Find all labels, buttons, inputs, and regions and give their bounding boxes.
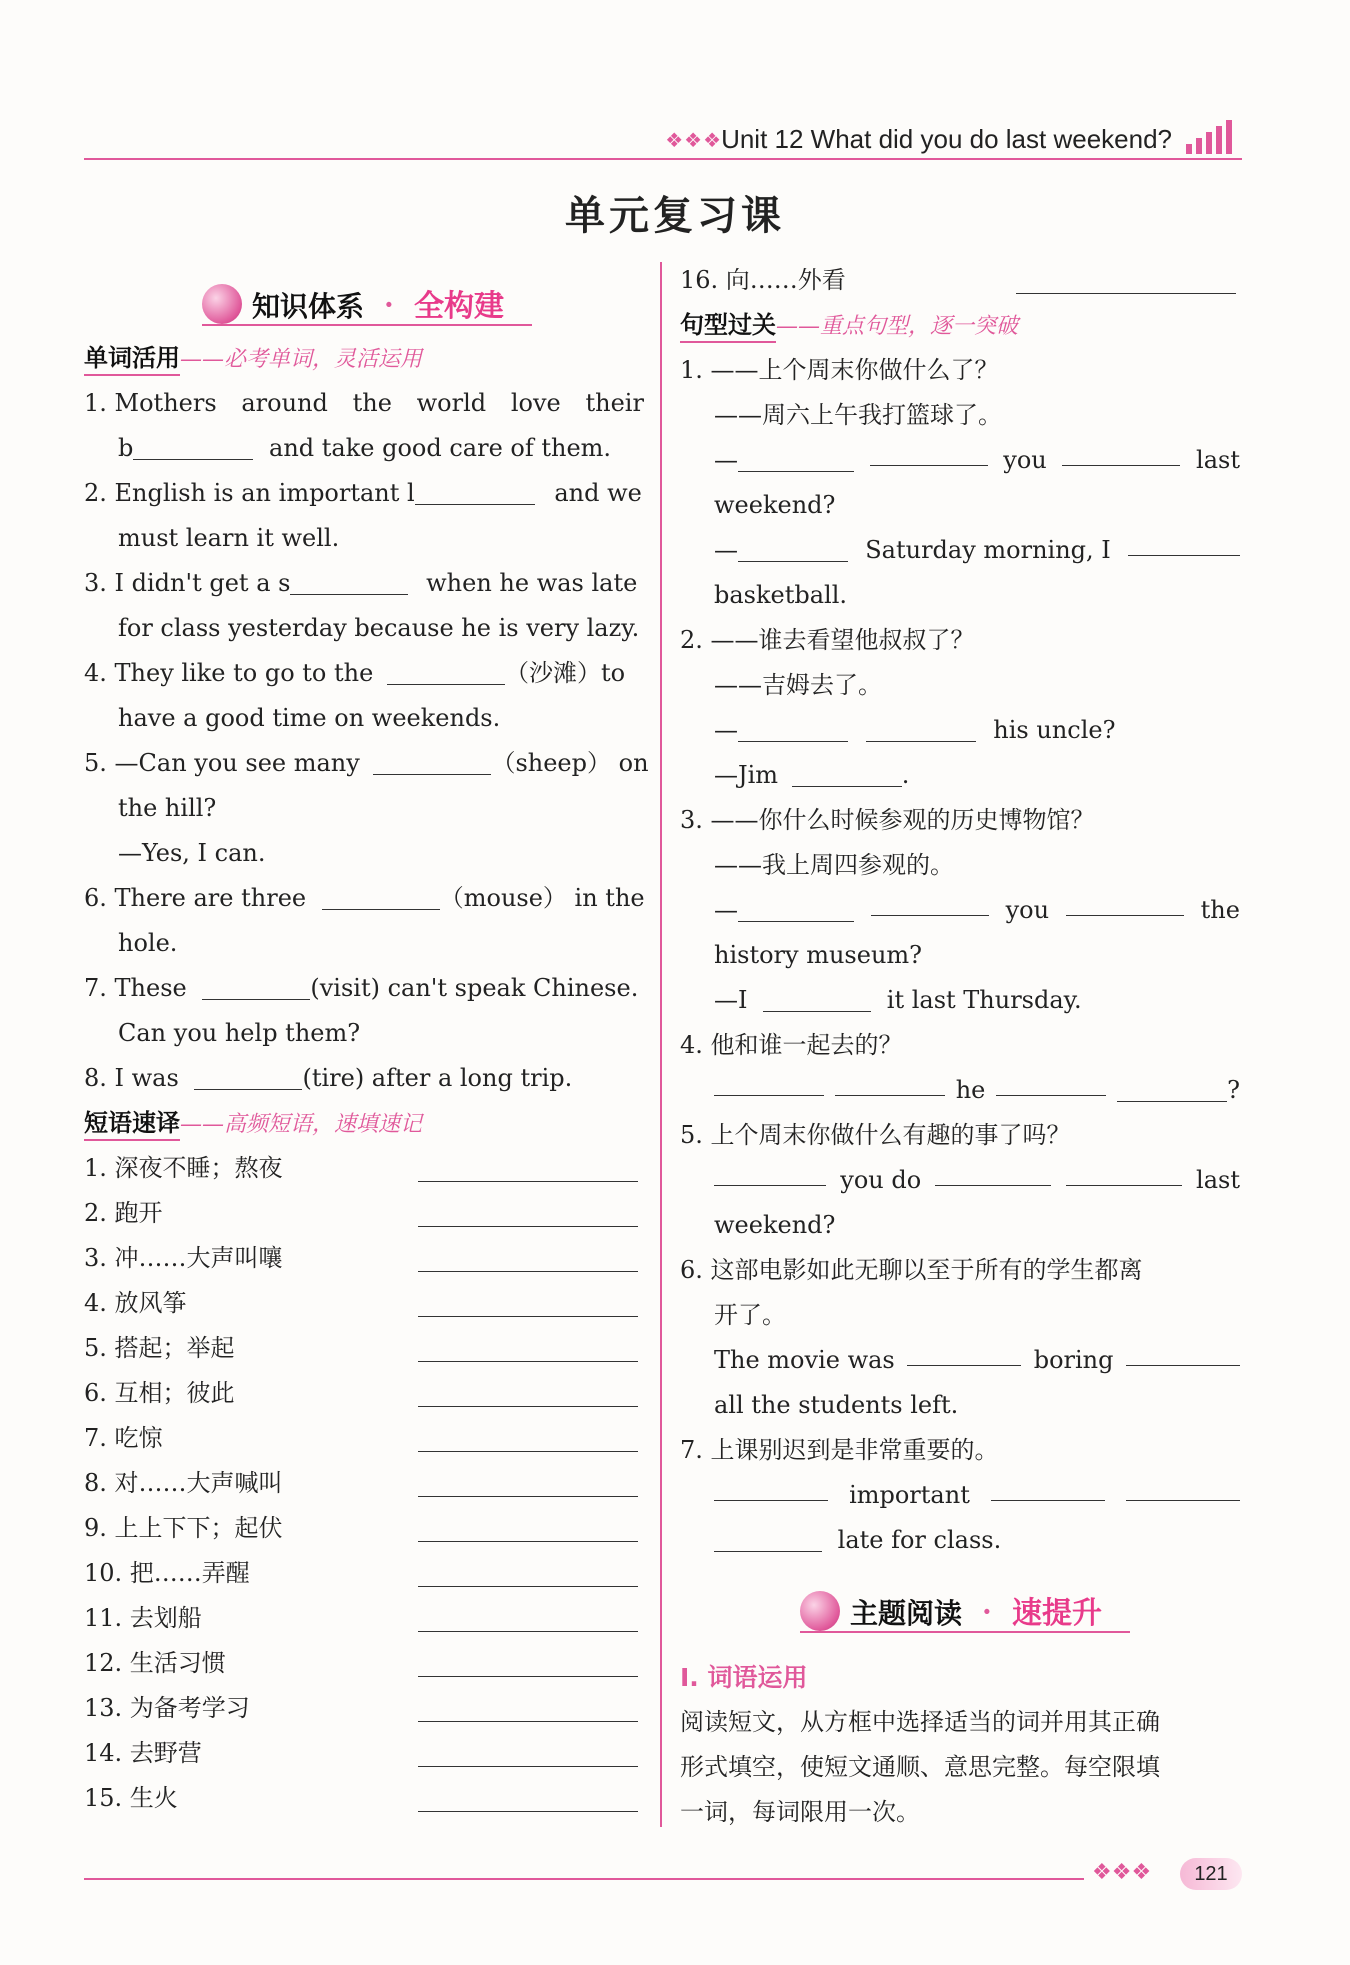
answer-blank[interactable]: [418, 1631, 638, 1632]
signal-bars-icon: [1186, 120, 1242, 154]
page-number: 121: [1180, 1858, 1242, 1890]
answer-blank[interactable]: [1126, 1338, 1240, 1366]
footer-line: [84, 1878, 1084, 1880]
column-divider: [660, 262, 662, 1827]
question-3-line-2: for class yesterday because he is very lazy.: [118, 614, 640, 642]
diamond-decoration-icon: ❖❖❖: [1092, 1860, 1152, 1885]
sentence-6-cn-2: 开了。: [714, 1301, 786, 1329]
answer-blank[interactable]: [1117, 1074, 1227, 1102]
sentence-3-en-1: — you the: [680, 888, 1240, 933]
sentence-3-cn-2: ——我上周四参观的。: [714, 851, 954, 879]
sentence-3-cn-1: 3. ——你什么时候参观的历史博物馆？: [680, 806, 1095, 834]
answer-blank[interactable]: [1066, 888, 1184, 916]
answer-blank[interactable]: [194, 1062, 302, 1090]
question-6-line-1: 6. There are three （mouse） in the: [84, 884, 645, 912]
sentence-1-cn-1: 1. ——上个周末你做什么了？: [680, 356, 999, 384]
sentence-2-cn-2: ——吉姆去了。: [714, 671, 882, 699]
sentence-3-en-2: history museum?: [714, 941, 923, 969]
sentence-6-en-1: The movie was boring: [680, 1338, 1240, 1383]
phrase-item: 12. 生活习惯: [84, 1641, 644, 1686]
sentence-2-en-2: —Jim .: [714, 761, 910, 789]
phrase-item: 15. 生火: [84, 1776, 644, 1821]
answer-blank[interactable]: [1128, 528, 1240, 556]
sentence-1-en-4: basketball.: [714, 581, 848, 609]
reading-section-heading: Ⅰ. 词语运用: [680, 1663, 808, 1692]
answer-blank[interactable]: [996, 1068, 1106, 1096]
answer-blank[interactable]: [387, 657, 505, 685]
phrase-item: 5. 搭起；举起: [84, 1326, 644, 1371]
reading-instruction-3: 一词，每词限用一次。: [680, 1798, 920, 1826]
answer-blank[interactable]: [418, 1676, 638, 1677]
question-2-line-1: 2. English is an important l and we: [84, 479, 642, 507]
answer-blank[interactable]: [418, 1586, 638, 1587]
answer-blank[interactable]: [418, 1451, 638, 1452]
phrase-item: 11. 去划船: [84, 1596, 644, 1641]
sentence-4-cn: 4. 他和谁一起去的？: [680, 1031, 903, 1059]
question-5-line-3: —Yes, I can.: [118, 839, 266, 867]
reading-instruction-2: 形式填空，使短文通顺、意思完整。每空限填: [680, 1753, 1160, 1781]
sentence-6-cn-1: 6. 这部电影如此无聊以至于所有的学生都离: [680, 1256, 1143, 1284]
left-column: [84, 274, 649, 1821]
answer-blank[interactable]: [738, 714, 848, 742]
diamond-decoration-icon: ❖❖❖: [665, 128, 722, 152]
answer-blank[interactable]: [418, 1181, 638, 1182]
section-title-vocab: 单词活用——必考单词，灵活运用: [84, 336, 644, 381]
section-banner-reading: 主题阅读 · 速提升: [680, 1581, 1240, 1643]
answer-blank[interactable]: [418, 1271, 638, 1272]
answer-blank[interactable]: [871, 888, 989, 916]
answer-blank[interactable]: [418, 1496, 638, 1497]
answer-blank[interactable]: [418, 1721, 638, 1722]
answer-blank[interactable]: [714, 1473, 828, 1501]
sentence-3-en-3: —I it last Thursday.: [714, 986, 1082, 1014]
sentence-4-en: he ?: [680, 1068, 1240, 1113]
answer-blank[interactable]: [738, 444, 854, 472]
answer-blank[interactable]: [1062, 438, 1180, 466]
answer-blank[interactable]: [418, 1541, 638, 1542]
question-5-line-2: the hill?: [118, 794, 217, 822]
question-4-line-1: 4. They like to go to the （沙滩）to: [84, 659, 626, 687]
answer-blank[interactable]: [935, 1158, 1051, 1186]
answer-blank[interactable]: [418, 1766, 638, 1767]
answer-blank[interactable]: [714, 1068, 824, 1096]
pink-ball-icon: [800, 1591, 840, 1631]
reading-instruction-1: 阅读短文，从方框中选择适当的词并用其正确: [680, 1708, 1160, 1736]
banner-underline: [202, 324, 532, 326]
page-header: [84, 118, 1242, 160]
answer-blank[interactable]: [870, 438, 988, 466]
pink-ball-icon: [202, 284, 242, 324]
answer-blank[interactable]: [714, 1158, 826, 1186]
answer-blank[interactable]: [1066, 1158, 1182, 1186]
sentence-7-en-1: important: [680, 1473, 1240, 1518]
right-column: [680, 258, 1240, 1835]
phrase-item: 9. 上上下下；起伏: [84, 1506, 644, 1551]
answer-blank[interactable]: [1016, 293, 1236, 294]
answer-blank[interactable]: [290, 567, 408, 595]
answer-blank[interactable]: [418, 1361, 638, 1362]
sentence-2-cn-1: 2. ——谁去看望他叔叔了？: [680, 626, 975, 654]
answer-blank[interactable]: [418, 1316, 638, 1317]
question-5-line-1: 5. —Can you see many （sheep） on: [84, 749, 649, 777]
unit-title: Unit 12 What did you do last weekend?: [721, 124, 1172, 154]
answer-blank[interactable]: [866, 714, 976, 742]
sentence-5-en-1: you do last: [680, 1158, 1240, 1203]
phrase-item: 6. 互相；彼此: [84, 1371, 644, 1416]
sentence-6-en-2: all the students left.: [714, 1391, 959, 1419]
question-7-line-2: Can you help them?: [118, 1019, 361, 1047]
question-4-line-2: have a good time on weekends.: [118, 704, 501, 732]
phrase-item: 1. 深夜不睡；熬夜: [84, 1146, 644, 1191]
answer-blank[interactable]: [1126, 1473, 1240, 1501]
page-title: 单元复习课: [565, 192, 785, 239]
phrase-item: 13. 为备考学习: [84, 1686, 644, 1731]
phrase-item: 2. 跑开: [84, 1191, 644, 1236]
sentence-7-en-2: late for class.: [680, 1518, 1240, 1563]
answer-blank[interactable]: [763, 984, 871, 1012]
sentence-5-cn: 5. 上个周末你做什么有趣的事了吗？: [680, 1121, 1071, 1149]
answer-blank[interactable]: [792, 759, 902, 787]
sentence-5-en-2: weekend?: [714, 1211, 836, 1239]
answer-blank[interactable]: [738, 894, 854, 922]
question-1-line-2: b and take good care of them.: [118, 434, 612, 462]
question-8-line-1: 8. I was (tire) after a long trip.: [84, 1064, 573, 1092]
answer-blank[interactable]: [835, 1068, 945, 1096]
answer-blank[interactable]: [322, 882, 440, 910]
sentence-1-cn-2: ——周六上午我打篮球了。: [714, 401, 1002, 429]
phrase-item: 7. 吃惊: [84, 1416, 644, 1461]
banner-underline: [800, 1631, 1130, 1633]
sentence-7-cn: 7. 上课别迟到是非常重要的。: [680, 1436, 999, 1464]
question-3-line-1: 3. I didn't get a s when he was late: [84, 569, 638, 597]
answer-blank[interactable]: [373, 747, 491, 775]
phrase-item: 4. 放风筝: [84, 1281, 644, 1326]
section-title-sentences: 句型过关——重点句型，逐一突破: [680, 303, 1240, 348]
answer-blank[interactable]: [202, 972, 310, 1000]
answer-blank[interactable]: [133, 432, 253, 460]
sentence-1-en-2: weekend?: [714, 491, 836, 519]
question-7-line-1: 7. These (visit) can't speak Chinese.: [84, 974, 639, 1002]
answer-blank[interactable]: [907, 1338, 1021, 1366]
phrase-item: 16. 向……外看: [680, 258, 1240, 303]
question-1-line-1: 1. Mothers around the world love their: [84, 389, 644, 417]
answer-blank[interactable]: [738, 534, 848, 562]
phrase-item: 8. 对……大声喊叫: [84, 1461, 644, 1506]
answer-blank[interactable]: [418, 1226, 638, 1227]
phrase-item: 3. 冲……大声叫嚷: [84, 1236, 644, 1281]
phrase-item: 14. 去野营: [84, 1731, 644, 1776]
answer-blank[interactable]: [418, 1406, 638, 1407]
sentence-1-en-3: — Saturday morning, I: [680, 528, 1240, 573]
page-footer: [84, 1860, 1242, 1896]
answer-blank[interactable]: [418, 1811, 638, 1812]
section-title-phrases: 短语速译——高频短语，速填速记: [84, 1101, 644, 1146]
answer-blank[interactable]: [714, 1524, 822, 1552]
answer-blank[interactable]: [415, 477, 535, 505]
phrase-item: 10. 把……弄醒: [84, 1551, 644, 1596]
section-banner-knowledge: 知识体系 · 全构建: [84, 274, 644, 336]
question-2-line-2: must learn it well.: [118, 524, 340, 552]
sentence-2-en-1: — his uncle?: [714, 716, 1116, 744]
answer-blank[interactable]: [991, 1473, 1105, 1501]
question-6-line-2: hole.: [118, 929, 178, 957]
sentence-1-en-1: — you last: [680, 438, 1240, 483]
